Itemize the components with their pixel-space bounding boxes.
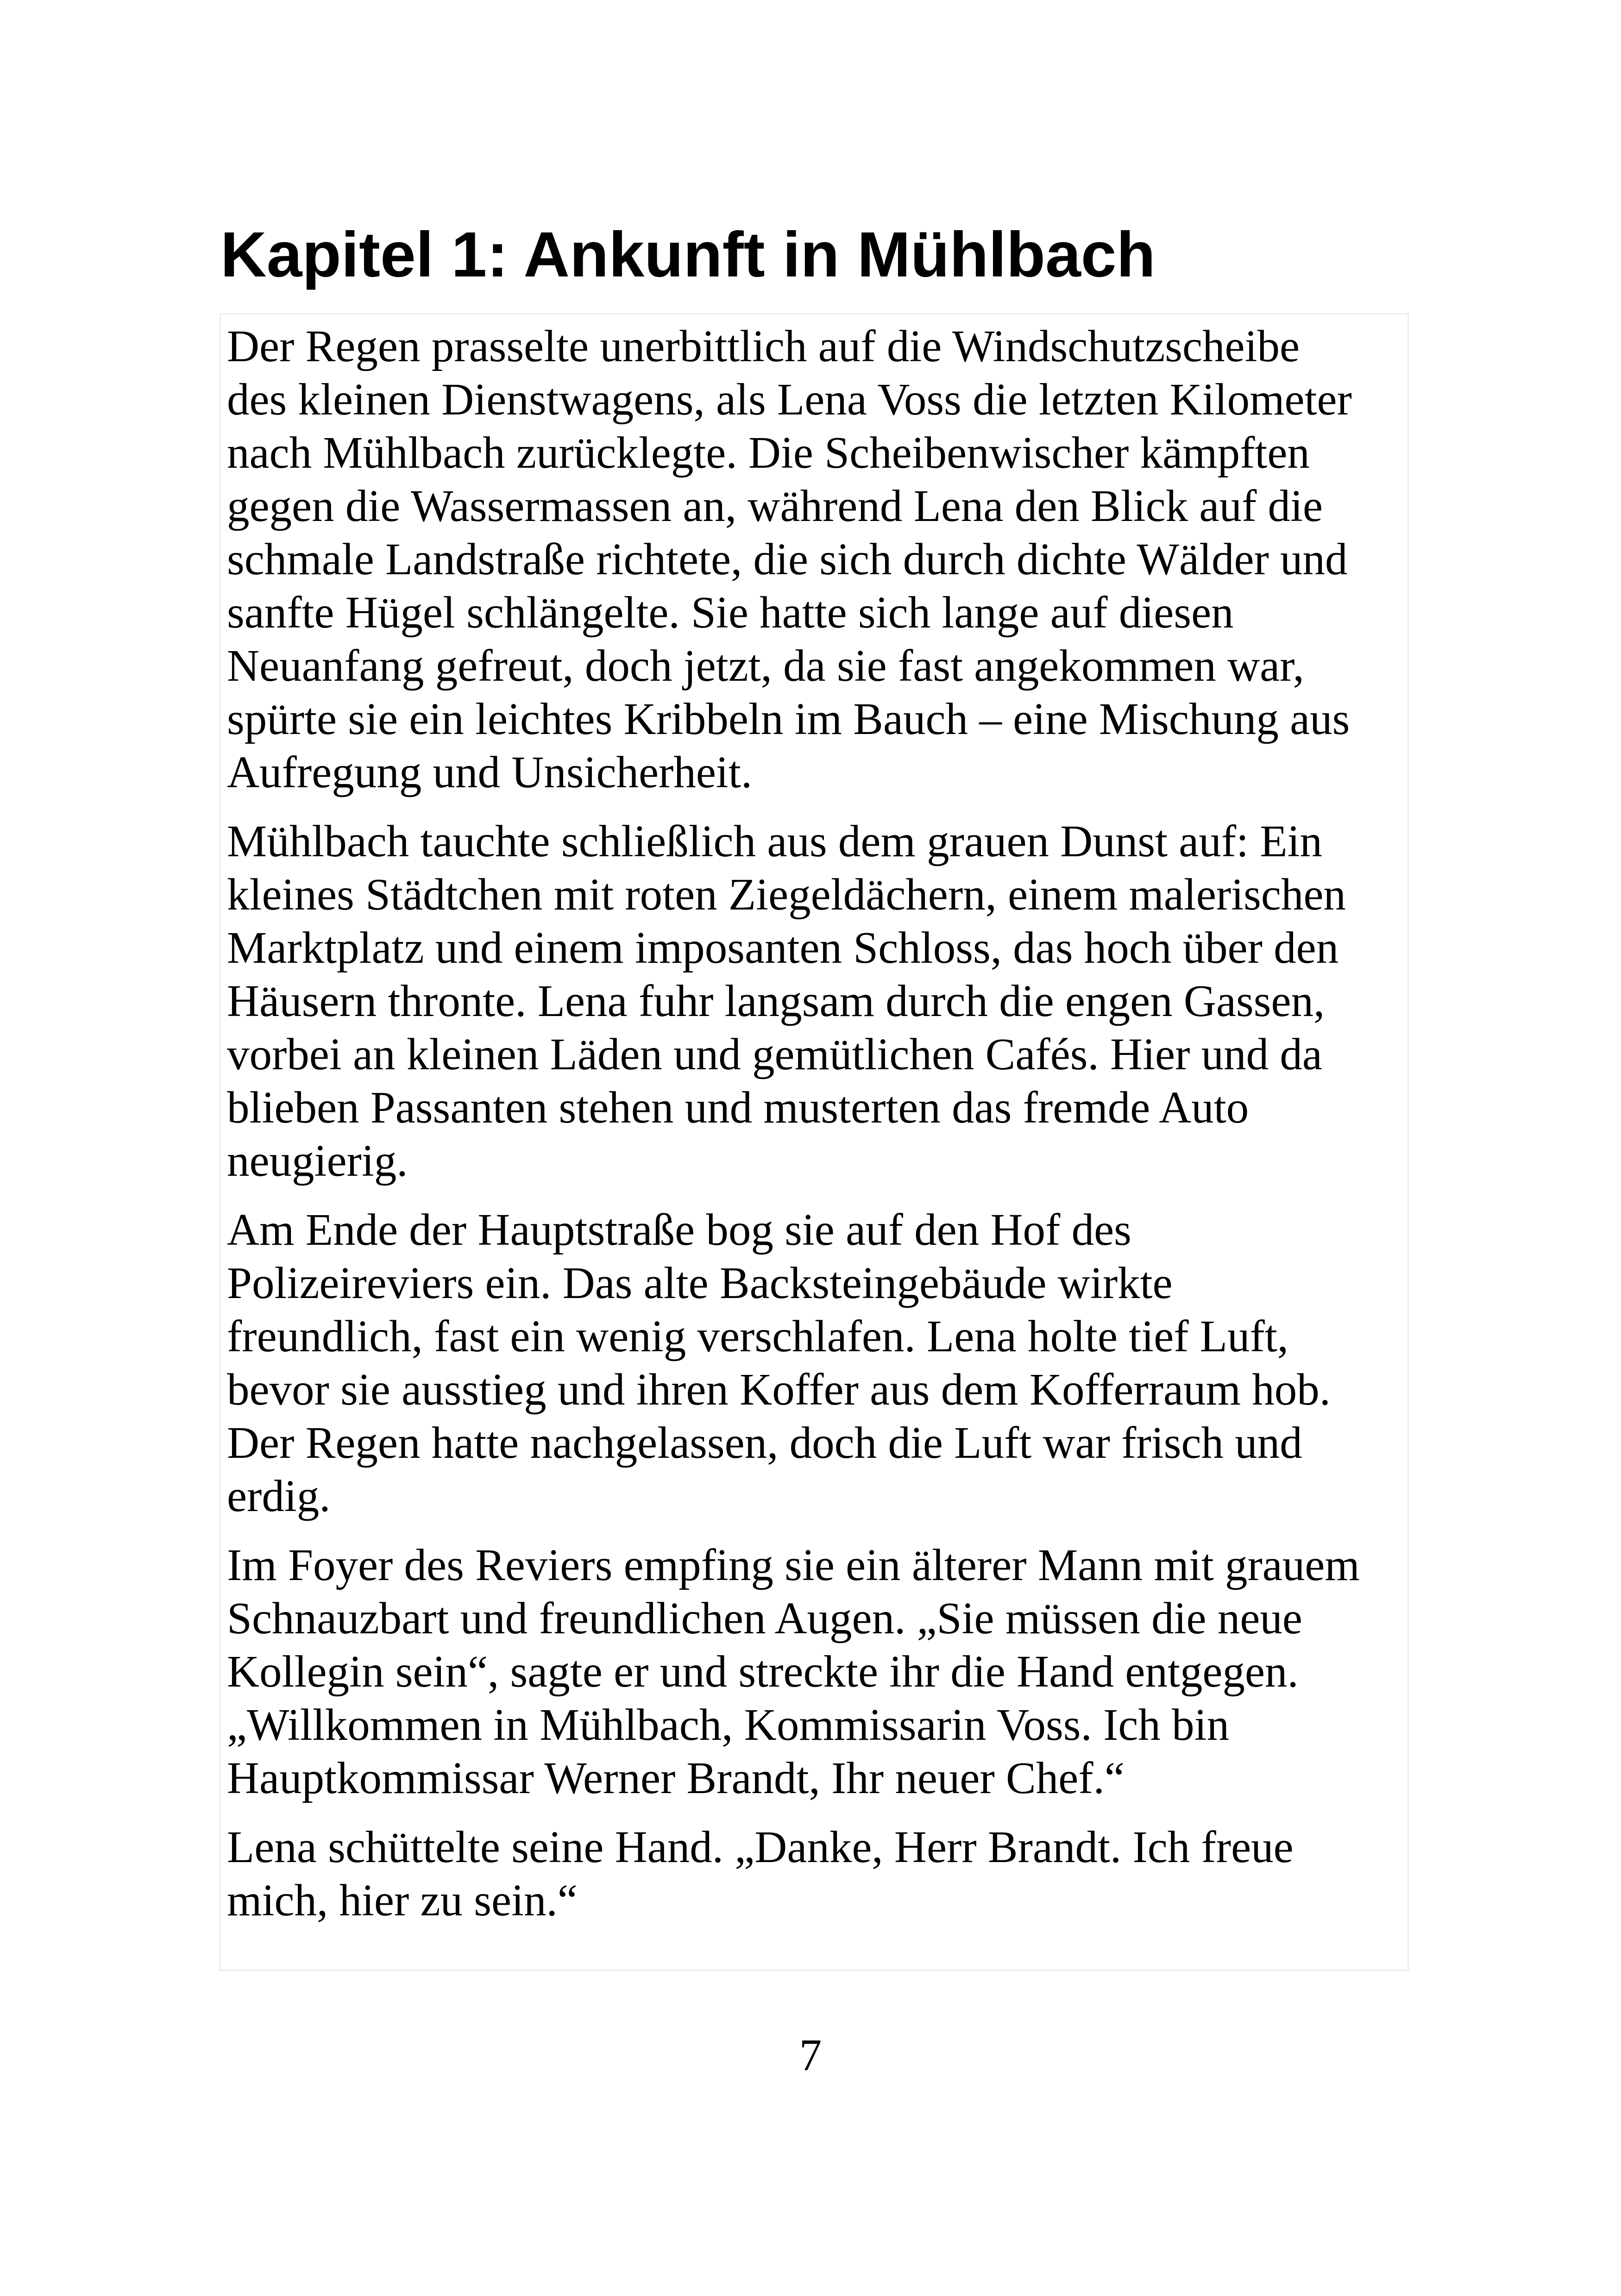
paragraph bbox=[227, 815, 1413, 1187]
text-line: Marktplatz und einem imposanten Schloss, das hoch über den bbox=[227, 923, 1339, 972]
text-line: Lena schüttelte seine Hand. „Danke, Herr Brandt. Ich freue bbox=[227, 1822, 1294, 1872]
text-line: vorbei an kleinen Läden und gemütlichen Cafés. Hier und da bbox=[227, 1029, 1322, 1079]
paragraph bbox=[227, 320, 1413, 799]
text-line: neugierig. bbox=[227, 1136, 408, 1186]
text-line: gegen die Wassermassen an, während Lena den Blick auf die bbox=[227, 481, 1323, 531]
text-line: Schnauzbart und freundlichen Augen. „Sie müssen die neue bbox=[227, 1593, 1302, 1643]
text-line: des kleinen Dienstwagens, als Lena Voss die letzten Kilometer bbox=[227, 375, 1352, 424]
text-line: kleines Städtchen mit roten Ziegeldächern, einem malerischen bbox=[227, 870, 1346, 919]
text-line: mich, hier zu sein.“ bbox=[227, 1876, 578, 1925]
text-line: Hauptkommissar Werner Brandt, Ihr neuer Chef.“ bbox=[227, 1753, 1125, 1803]
text-line: sanfte Hügel schlängelte. Sie hatte sich lange auf diesen bbox=[227, 588, 1234, 637]
text-line: freundlich, fast ein wenig verschlafen. Lena holte tief Luft, bbox=[227, 1311, 1289, 1361]
text-line: Der Regen prasselte unerbittlich auf die Windschutzscheibe bbox=[227, 321, 1300, 371]
text-line: Aufregung und Unsicherheit. bbox=[227, 747, 753, 797]
text-line: Polizeireviers ein. Das alte Backsteingebäude wirkte bbox=[227, 1258, 1173, 1308]
text-line: Kollegin sein“, sagte er und streckte ihr die Hand entgegen. bbox=[227, 1647, 1299, 1696]
text-line: Häusern thronte. Lena fuhr langsam durch die engen Gassen, bbox=[227, 976, 1325, 1026]
page-number: 7 bbox=[799, 2030, 822, 2080]
text-line: nach Mühlbach zurücklegte. Die Scheibenwischer kämpften bbox=[227, 428, 1310, 477]
text-line: Der Regen hatte nachgelassen, doch die Luft war frisch und bbox=[227, 1418, 1302, 1468]
text-line: Mühlbach tauchte schließlich aus dem grauen Dunst auf: Ein bbox=[227, 816, 1323, 866]
text-line: Neuanfang gefreut, doch jetzt, da sie fast angekommen war, bbox=[227, 641, 1304, 690]
text-line: Am Ende der Hauptstraße bog sie auf den Hof des bbox=[227, 1205, 1131, 1255]
paragraph bbox=[227, 1203, 1413, 1523]
text-line: bevor sie ausstieg und ihren Koffer aus dem Kofferraum hob. bbox=[227, 1365, 1331, 1414]
paragraph bbox=[227, 1538, 1413, 1805]
text-line: Im Foyer des Reviers empfing sie ein älterer Mann mit grauem bbox=[227, 1540, 1360, 1590]
text-line: schmale Landstraße richtete, die sich durch dichte Wälder und bbox=[227, 534, 1348, 584]
text-line: „Willkommen in Mühlbach, Kommissarin Voss. Ich bin bbox=[227, 1700, 1230, 1750]
text-line: spürte sie ein leichtes Kribbeln im Bauch – eine Mischung aus bbox=[227, 694, 1350, 744]
chapter-title: Kapitel 1: Ankunft in Mühlbach bbox=[220, 219, 1156, 290]
paragraph bbox=[227, 1820, 1413, 1927]
text-line: blieben Passanten stehen und musterten das fremde Auto bbox=[227, 1083, 1249, 1132]
text-line: erdig. bbox=[227, 1471, 331, 1521]
chapter-body bbox=[227, 320, 1413, 1943]
